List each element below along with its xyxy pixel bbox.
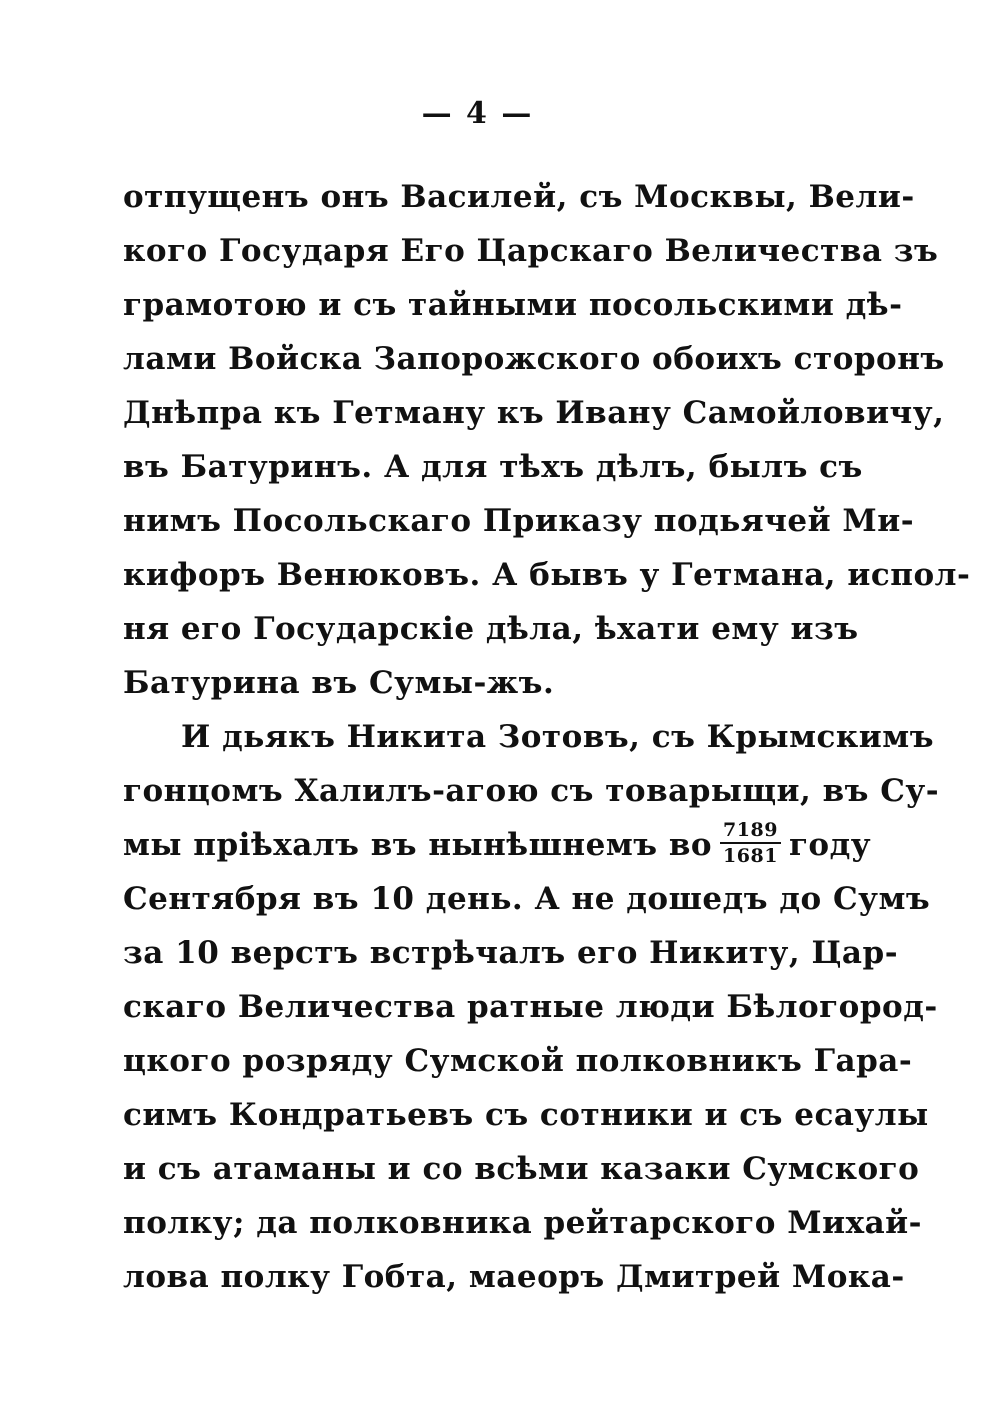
text-line: за 10 верстъ встрѣчалъ его Никиту, Цар- bbox=[123, 935, 899, 971]
text-line: полку; да полковника рейтарского Михай- bbox=[123, 1205, 923, 1241]
fraction-denominator: 1681 bbox=[723, 845, 778, 867]
paragraph-1 bbox=[123, 170, 971, 710]
text-line: цкого розряду Сумской полковникъ Гара- bbox=[123, 1043, 913, 1079]
text-line: кого Государя Его Царскаго Величества зъ bbox=[123, 233, 939, 269]
text-line: Днѣпра къ Гетману къ Ивану Самойловичу, bbox=[123, 395, 945, 431]
text-line: нимъ Посольскаго Приказу подьячей Ми- bbox=[123, 503, 915, 539]
text-line: ня его Государскіе дѣла, ѣхати ему изъ bbox=[123, 611, 859, 647]
text-line: Батурина въ Сумы-жъ. bbox=[123, 665, 555, 701]
body-text bbox=[123, 170, 971, 1304]
fraction-line-before: мы пріѣхалъ въ нынѣшнемъ во bbox=[123, 827, 713, 863]
text-line-with-fraction bbox=[123, 818, 872, 872]
text-line: гонцомъ Халилъ-агою съ товарыщи, въ Су- bbox=[123, 773, 940, 809]
paragraph-2 bbox=[123, 710, 940, 1304]
page-number: — 4 — bbox=[421, 96, 534, 131]
text-line: Сентября въ 10 день. А не дошедъ до Сумъ bbox=[123, 881, 931, 917]
text-line: кифоръ Венюковъ. А бывъ у Гетмана, испол- bbox=[123, 557, 971, 593]
year-fraction bbox=[720, 819, 781, 867]
fraction-numerator: 7189 bbox=[720, 819, 781, 844]
text-line: отпущенъ онъ Василей, съ Москвы, Вели- bbox=[123, 179, 915, 215]
text-line: симъ Кондратьевъ съ сотники и съ есаулы bbox=[123, 1097, 929, 1133]
text-line: И дьякъ Никита Зотовъ, съ Крымскимъ bbox=[181, 719, 935, 755]
text-line: лами Войска Запорожского обоихъ сторонъ bbox=[123, 341, 945, 377]
text-line: въ Батуринъ. А для тѣхъ дѣлъ, былъ съ bbox=[123, 449, 863, 485]
text-line: грамотою и съ тайными посольскими дѣ- bbox=[123, 287, 903, 323]
text-line: лова полку Гобта, маеоръ Дмитрей Мока- bbox=[123, 1259, 905, 1295]
text-line: скаго Величества ратные люди Бѣлогород- bbox=[123, 989, 938, 1025]
text-line: и съ атаманы и со всѣми казаки Сумского bbox=[123, 1151, 920, 1187]
fraction-line-after: году bbox=[788, 827, 872, 863]
